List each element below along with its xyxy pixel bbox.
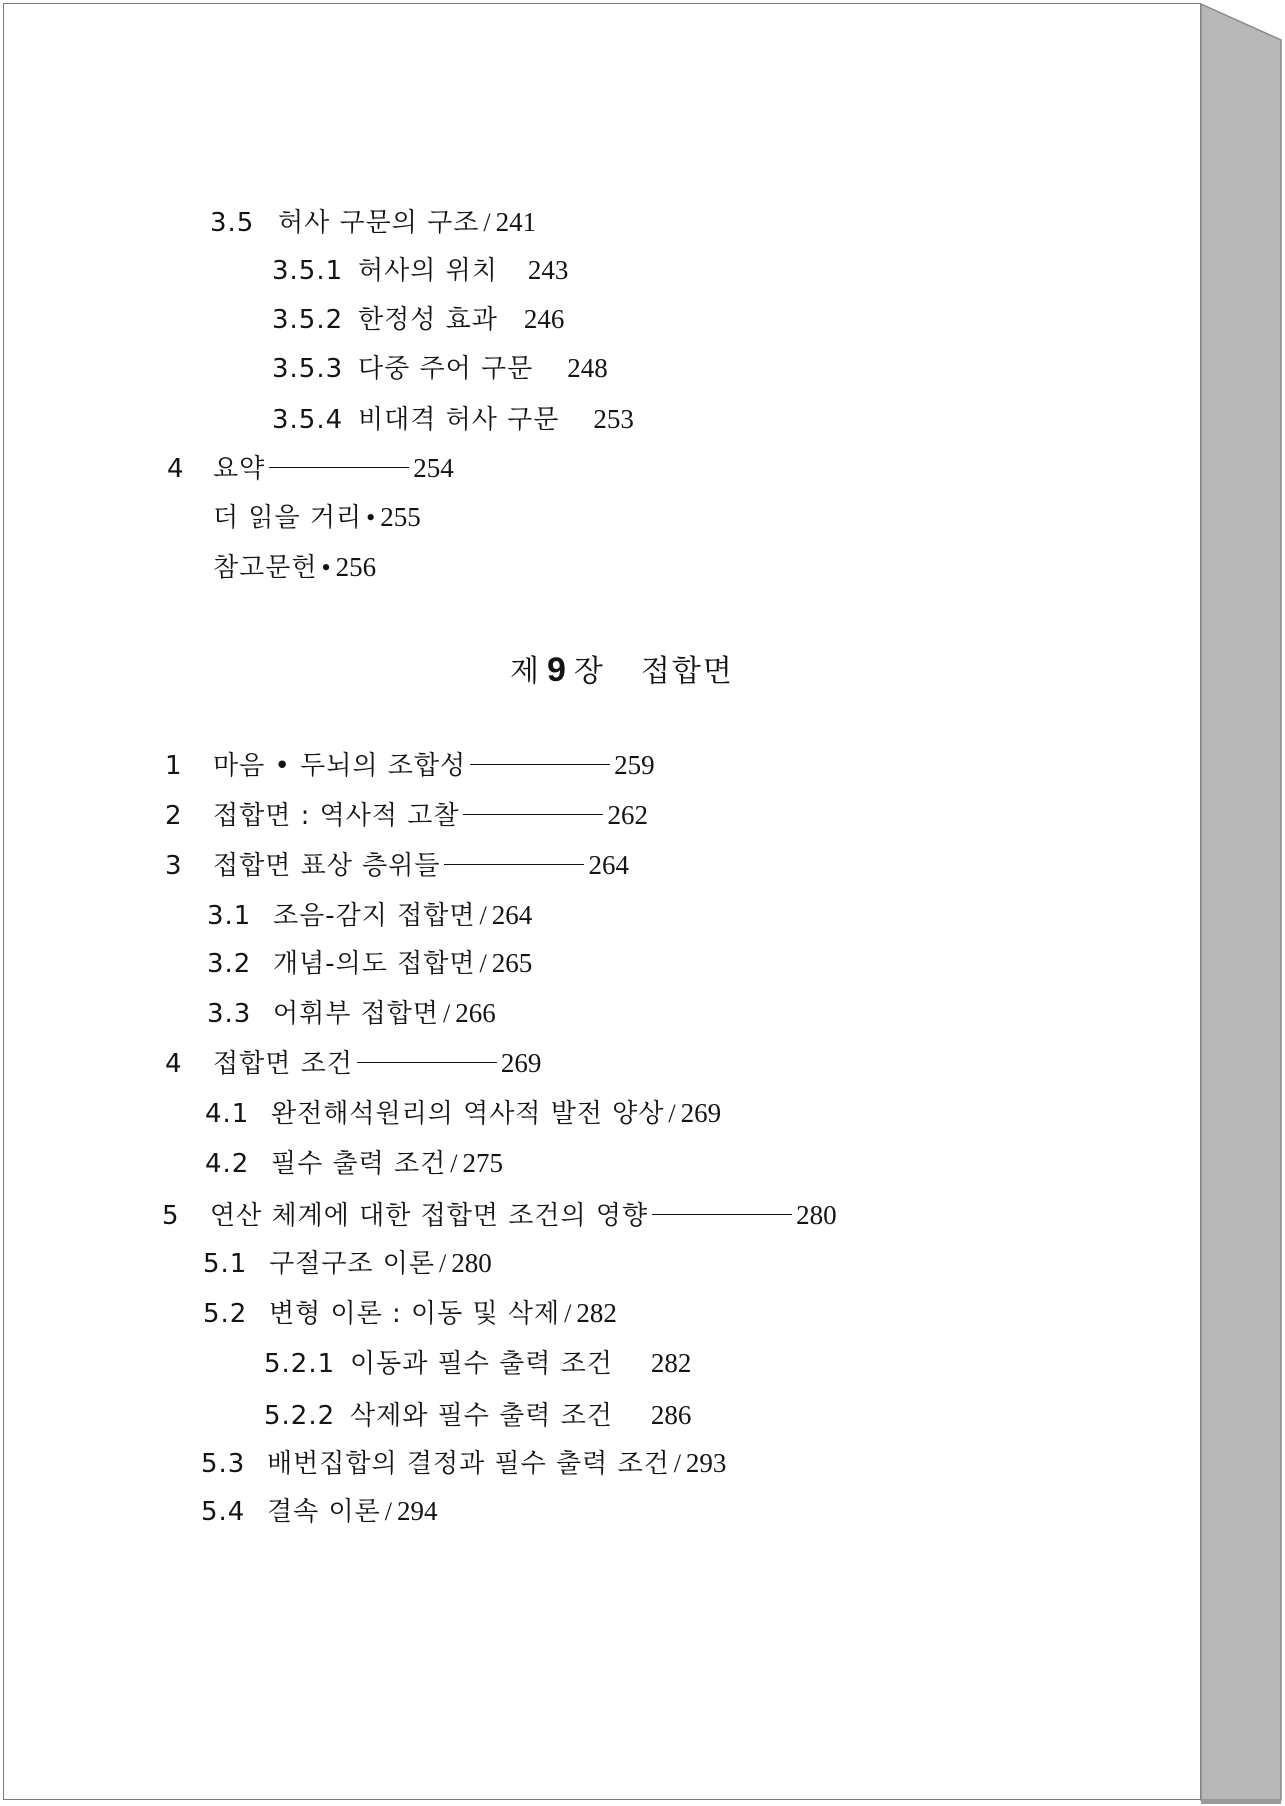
toc-entry-3-5-2 (272, 302, 564, 337)
book-page (3, 3, 1201, 1800)
section-title: 요약 (213, 454, 266, 484)
separator-slash: / (438, 1249, 448, 1278)
leader-line (357, 1062, 497, 1063)
leader-line (470, 764, 610, 765)
page-number: 248 (567, 353, 608, 383)
section-number: 4.2 (205, 1149, 250, 1179)
page-number: 255 (380, 502, 421, 532)
separator-slash: / (384, 1497, 393, 1526)
section-number: 3.5.4 (272, 405, 344, 435)
toc-entry-5-4 (201, 1494, 437, 1529)
section-title: 완전해석원리의 역사적 발전 양상 (271, 1099, 665, 1129)
page-number: 265 (491, 948, 533, 978)
page-number: 259 (614, 750, 655, 780)
page-number: 269 (500, 1048, 542, 1078)
separator-slash: / (450, 1149, 459, 1178)
chapter-number: 9 (546, 651, 568, 689)
chapter-title: 접합면 (640, 654, 734, 689)
toc-entry-4 (167, 451, 454, 486)
page-number: 246 (523, 304, 565, 334)
separator-slash: / (479, 901, 488, 930)
page-number: 282 (650, 1348, 692, 1378)
page-number: 275 (462, 1148, 503, 1178)
leader-line (463, 814, 603, 815)
separator-slash: / (668, 1099, 677, 1128)
separator-bullet: • (321, 553, 332, 582)
section-title: 구절구조 이론 (269, 1249, 435, 1279)
section-number: 2 (165, 801, 183, 831)
section-number: 3.5.2 (272, 305, 344, 335)
toc-entry-3-5-1 (272, 253, 568, 288)
section-title: 더 읽을 거리 (213, 503, 363, 533)
section-number: 3.5.3 (272, 354, 344, 384)
section-number: 3.3 (207, 999, 252, 1029)
chapter-heading (510, 650, 734, 692)
section-title: 허사 구문의 구조 (278, 208, 480, 238)
section-title: 비대격 허사 구문 (358, 405, 560, 435)
section-number: 5.3 (201, 1449, 246, 1479)
toc-entry-3-3 (207, 996, 496, 1031)
section-number: 3 (165, 851, 183, 881)
section-title: 다중 주어 구문 (358, 354, 534, 384)
toc-entry-3 (165, 848, 629, 883)
page-number: 280 (796, 1200, 837, 1230)
section-title: 이동과 필수 출력 조건 (350, 1349, 613, 1379)
page-number: 280 (451, 1248, 492, 1278)
section-title: 어휘부 접합면 (273, 999, 439, 1029)
page-number: 241 (495, 207, 537, 237)
section-number: 3.2 (207, 949, 252, 979)
separator-slash: / (442, 999, 452, 1028)
section-title: 배번집합의 결정과 필수 출력 조건 (267, 1449, 670, 1479)
toc-entry-5-2 (203, 1296, 617, 1331)
toc-entry-5-1 (203, 1246, 492, 1281)
section-title: 결속 이론 (267, 1497, 381, 1527)
separator-slash: / (483, 208, 492, 237)
section-title: 접합면 : 역사적 고찰 (213, 801, 460, 831)
page-number: 262 (607, 800, 648, 830)
toc-entry-references (213, 550, 376, 585)
section-title: 접합면 조건 (213, 1049, 353, 1079)
toc-entry-further-reading (213, 500, 421, 535)
separator-bullet: • (366, 503, 377, 532)
separator-slash: / (673, 1449, 682, 1478)
page-number: 264 (491, 900, 533, 930)
section-number: 5.4 (201, 1497, 246, 1527)
section-title: 한정성 효과 (358, 305, 498, 335)
toc-entry-3-5 (210, 205, 536, 240)
section-title: 변형 이론 : 이동 및 삭제 (269, 1299, 561, 1329)
toc-entry-3-2 (207, 946, 532, 981)
page-number: 293 (685, 1448, 727, 1478)
chapter-suffix: 장 (573, 654, 605, 689)
toc-entry-3-5-4 (272, 402, 634, 437)
page-number: 286 (650, 1400, 692, 1430)
section-number: 4.1 (205, 1099, 250, 1129)
leader-line (269, 467, 409, 468)
section-number: 5.2.1 (264, 1349, 336, 1379)
page-number: 254 (413, 453, 454, 483)
section-title: 참고문헌 (213, 553, 318, 583)
toc-entry-2 (165, 798, 648, 833)
separator-slash: / (564, 1299, 573, 1328)
toc-entry-5-3 (201, 1446, 726, 1481)
section-number: 5.1 (203, 1249, 248, 1279)
section-title: 삭제와 필수 출력 조건 (350, 1401, 613, 1431)
section-title: 조음-감지 접합면 (273, 901, 476, 931)
toc-entry-4-2 (205, 1146, 503, 1181)
section-number: 3.1 (207, 901, 252, 931)
page-number: 266 (455, 998, 496, 1028)
section-number: 3.5 (210, 208, 255, 238)
toc-entry-3-5-3 (272, 351, 608, 386)
section-title: 마음 • 두뇌의 조합성 (213, 751, 467, 781)
page-number: 269 (680, 1098, 722, 1128)
toc-entry-5-2-1 (264, 1346, 691, 1381)
section-title: 필수 출력 조건 (271, 1149, 447, 1179)
page-number: 294 (396, 1496, 438, 1526)
toc-entry-3-1 (207, 898, 532, 933)
page-number: 253 (593, 404, 634, 434)
section-title: 개념-의도 접합면 (273, 949, 476, 979)
toc-entry-4-1 (205, 1096, 721, 1131)
chapter-prefix: 제 (510, 654, 541, 689)
toc-entry-1 (165, 748, 655, 783)
section-number: 1 (165, 751, 183, 781)
leader-line (444, 864, 584, 865)
leader-line (652, 1214, 792, 1215)
toc-entry-4b (165, 1046, 541, 1081)
separator-slash: / (479, 949, 488, 978)
page-number: 264 (588, 850, 629, 880)
page-number: 256 (335, 552, 377, 582)
section-title: 허사의 위치 (358, 256, 498, 286)
section-title: 접합면 표상 층위들 (213, 851, 441, 881)
section-number: 4 (165, 1049, 183, 1079)
section-number: 5 (162, 1201, 180, 1231)
toc-entry-5-2-2 (264, 1398, 691, 1433)
page-number: 282 (576, 1298, 617, 1328)
section-number: 4 (167, 454, 185, 484)
toc-entry-5 (162, 1198, 837, 1233)
section-number: 5.2 (203, 1299, 248, 1329)
section-number: 3.5.1 (272, 256, 344, 286)
section-number: 5.2.2 (264, 1401, 336, 1431)
page-number: 243 (527, 255, 569, 285)
section-title: 연산 체계에 대한 접합면 조건의 영향 (210, 1201, 649, 1231)
